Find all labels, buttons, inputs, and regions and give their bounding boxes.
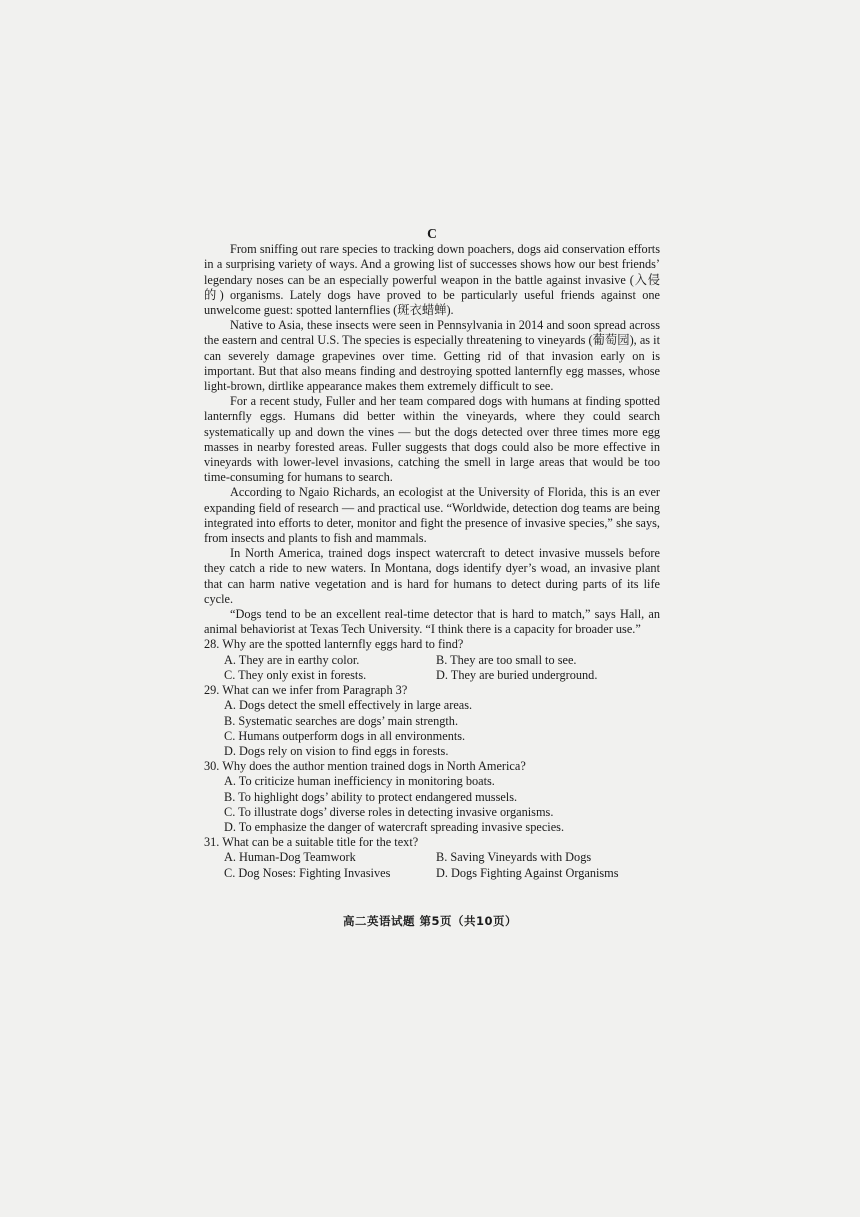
option-d: D. They are buried underground. xyxy=(436,667,598,682)
section-heading: C xyxy=(427,226,437,241)
option-d: D. Dogs Fighting Against Organisms xyxy=(436,865,619,880)
exam-page xyxy=(204,226,660,881)
passage-paragraph-4: According to Ngaio Richards, an ecologist at the University of Florida, this is an ever expanding field of research — and practical use. “Worldwide, detection dog teams are being integrated into efforts to deter, monitor and fight the presence of invasive species,” she says, from insects and plants to fish and mammals. xyxy=(204,485,660,546)
option-group xyxy=(204,653,660,683)
option-c: C. They only exist in forests. xyxy=(224,667,367,682)
option-c: C. Dog Noses: Fighting Invasives xyxy=(224,865,391,880)
question-stem: 31. What can be a suitable title for the text? xyxy=(204,835,419,850)
option-a: A. They are in earthy color. xyxy=(224,652,360,667)
question-stem: 28. Why are the spotted lanternfly eggs hard to find? xyxy=(204,637,464,652)
question-30 xyxy=(204,759,660,835)
passage-paragraph-1: From sniffing out rare species to tracking down poachers, dogs aid conservation efforts in a surprising variety of ways. And a growing list of successes shows how our best friends’ legendary noses can be an especially powerful weapon in the battle against invasive (入侵的) organisms. Lately dogs have proved to be particularly useful friends against one unwelcome guest: spotted lanternflies (斑衣蜡蝉). xyxy=(204,242,660,318)
option-d: D. Dogs rely on vision to find eggs in forests. xyxy=(224,743,449,758)
option-b: B. Saving Vineyards with Dogs xyxy=(436,850,592,865)
option-c: C. To illustrate dogs’ diverse roles in detecting invasive organisms. xyxy=(224,804,554,819)
question-list xyxy=(204,637,660,880)
question-stem: 29. What can we infer from Paragraph 3? xyxy=(204,683,408,698)
option-a: A. To criticize human inefficiency in monitoring boats. xyxy=(224,774,495,789)
option-b: B. To highlight dogs’ ability to protect endangered mussels. xyxy=(224,789,518,804)
passage-paragraph-2: Native to Asia, these insects were seen in Pennsylvania in 2014 and soon spread across the eastern and central U.S. The species is especially threatening to vineyards (葡萄园), as it can severely damage grapevines over time. Getting rid of that invasion early on is important. But that also means finding and destroying spotted lanternfly egg masses, whose light-brown, dirtlike appearance makes them extremely difficult to see. xyxy=(204,318,660,394)
option-b: B. They are too small to see. xyxy=(436,652,577,667)
question-28 xyxy=(204,637,660,683)
option-group xyxy=(204,850,660,880)
option-b: B. Systematic searches are dogs’ main strength. xyxy=(224,713,459,728)
passage-paragraph-5: In North America, trained dogs inspect watercraft to detect invasive mussels before they catch a ride to new waters. In Montana, dogs identify dyer’s woad, an invasive plant that can harm native vegetation and is hard for humans to detect during parts of its life cycle. xyxy=(204,546,660,606)
option-c: C. Humans outperform dogs in all environments. xyxy=(224,728,466,743)
passage-paragraph-3: For a recent study, Fuller and her team compared dogs with humans at finding spotted lanternfly eggs. Humans did better within the vineyards, where they could search systematically up and down the vines — but the dogs detected over three times more egg masses in nearby forested areas. Fuller suggests that dogs could also be more effective in vineyards with lower-level invasions, catching the smell in large areas that would be too time-consuming for humans to search. xyxy=(204,394,660,485)
option-group xyxy=(204,774,660,835)
page-footer: 高二英语试题 第5页（共10页） xyxy=(342,914,517,928)
option-a: A. Dogs detect the smell effectively in large areas. xyxy=(224,698,473,713)
question-31 xyxy=(204,835,660,881)
passage xyxy=(204,242,660,637)
question-stem: 30. Why does the author mention trained dogs in North America? xyxy=(204,759,526,774)
option-d: D. To emphasize the danger of watercraft spreading invasive species. xyxy=(224,819,565,834)
option-a: A. Human-Dog Teamwork xyxy=(224,850,356,865)
passage-paragraph-6: “Dogs tend to be an excellent real-time detector that is hard to match,” says Hall, an animal behaviorist at Texas Tech University. “I think there is a capacity for broader use.” xyxy=(204,607,660,637)
option-group xyxy=(204,698,660,759)
question-29 xyxy=(204,683,660,759)
